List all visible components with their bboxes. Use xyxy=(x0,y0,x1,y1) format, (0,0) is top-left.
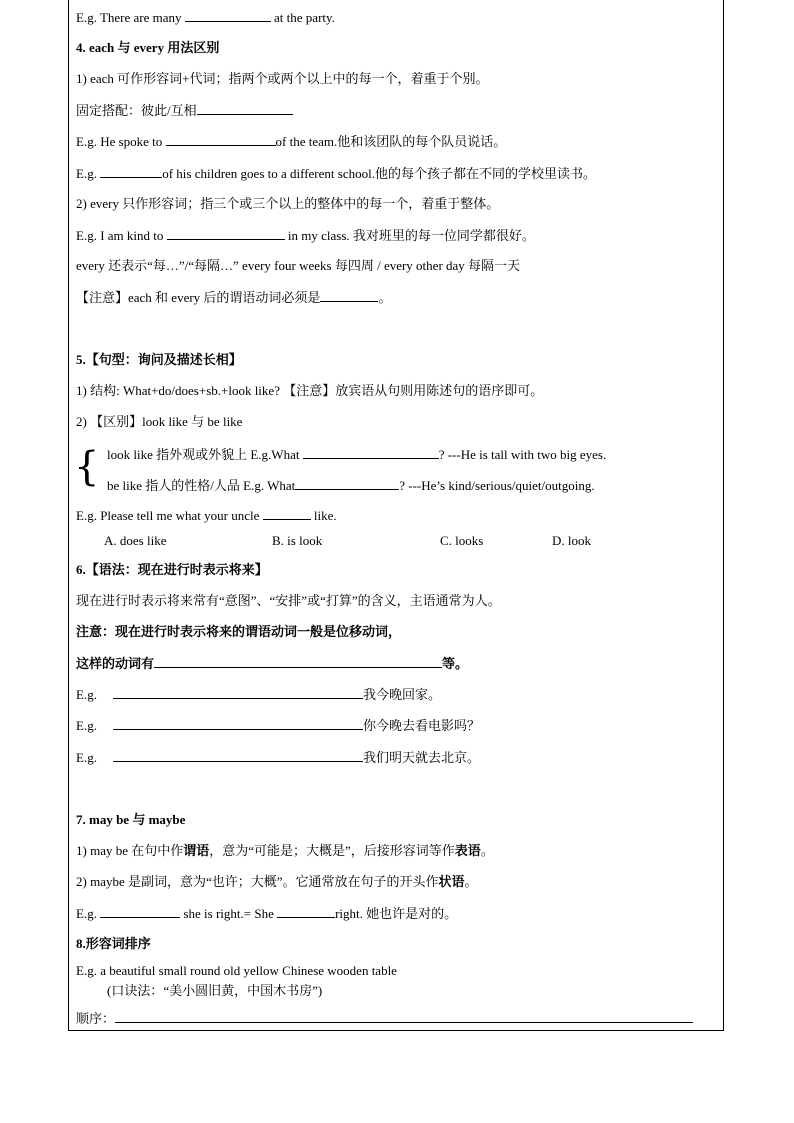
section-7-title: 7. may be 与 maybe xyxy=(76,812,186,827)
section-6-title: 6.【语法：现在进行时表示将来】 xyxy=(76,562,268,577)
answer-blank[interactable] xyxy=(154,655,442,668)
answer-blank[interactable] xyxy=(113,686,363,699)
answer-blank[interactable] xyxy=(197,102,293,115)
adjective-order-example: E.g. a beautiful small round old yellow Chinese wooden table xyxy=(76,963,397,978)
section-6-note: 注意：现在进行时表示将来的谓语动词一般是位移动词， xyxy=(76,624,402,639)
brace-symbol: { xyxy=(74,444,100,490)
example-line: E.g. I am kind to in my class. 我对班里的每一位同学都很好。 xyxy=(76,228,535,243)
answer-blank[interactable] xyxy=(166,133,276,146)
example-line: E.g. 我今晚回家。 xyxy=(76,687,441,702)
answer-blank[interactable] xyxy=(263,507,311,520)
section-7-point-2: 2) maybe 是副词，意为“也许；大概”。它通常放在句子的开头作状语。 xyxy=(76,874,478,889)
answer-blank[interactable] xyxy=(295,477,399,490)
section-4-point-3: every 还表示“每…”/“每隔…” every four weeks 每四周 / every other day 每隔一天 xyxy=(76,258,521,273)
option-d[interactable]: D. look xyxy=(552,533,591,548)
section-7-point-1: 1) may be 在句中作谓语，意为“可能是；大概是”，后接形容词等作表语。 xyxy=(76,843,494,858)
comparison-row: be like 指人的性格/人品 E.g. What ? ---He’s kind/serious/quiet/outgoing. xyxy=(107,478,595,493)
example-line: E.g. 我们明天就去北京。 xyxy=(76,750,480,765)
option-b[interactable]: B. is look xyxy=(272,533,323,548)
section-5-title: 5.【句型：询问及描述长相】 xyxy=(76,352,242,367)
answer-blank[interactable] xyxy=(100,165,162,178)
answer-blank[interactable] xyxy=(320,289,378,302)
answer-blank[interactable] xyxy=(167,227,285,240)
order-line: 顺序： xyxy=(76,1010,693,1027)
answer-blank[interactable] xyxy=(303,446,439,459)
section-6-verbs: 这样的动词有 等。 xyxy=(76,656,469,671)
example-line: E.g. There are many at the party. xyxy=(76,10,335,25)
section-5-point-1: 1) 结构: What+do/does+sb.+look like? 【注意】放宾语从句则用陈述句的语序即可。 xyxy=(76,383,544,398)
section-5-point-2: 2) 【区别】look like 与 be like xyxy=(76,414,243,429)
answer-blank[interactable] xyxy=(115,1010,693,1023)
answer-blank[interactable] xyxy=(185,9,271,22)
option-a[interactable]: A. does like xyxy=(104,533,167,548)
mnemonic: (口诀法：“美小圆旧黄，中国木书房”) xyxy=(107,983,323,998)
section-4-point-2: 2) every 只作形容词；指三个或三个以上的整体中的每一个，着重于整体。 xyxy=(76,196,500,211)
example-line: E.g. she is right.= She right. 她也许是对的。 xyxy=(76,906,458,921)
comparison-row: look like 指外观或外貌上 E.g.What ? ---He is tall with two big eyes. xyxy=(107,447,607,462)
section-6-point-1: 现在进行时表示将来常有“意图”、“安排”或“打算”的含义，主语通常为人。 xyxy=(76,593,501,608)
example-line: E.g. of his children goes to a different school.他的每个孩子都在不同的学校里读书。 xyxy=(76,166,596,181)
option-c[interactable]: C. looks xyxy=(440,533,484,548)
example-line: E.g. Please tell me what your uncle like. xyxy=(76,508,337,523)
example-line: E.g. 你今晚去看电影吗？ xyxy=(76,718,480,733)
answer-blank[interactable] xyxy=(113,749,363,762)
answer-blank[interactable] xyxy=(277,905,335,918)
section-4-point-1: 1) each 可作形容词+代词；指两个或两个以上中的每一个，着重于个别。 xyxy=(76,71,489,86)
answer-blank[interactable] xyxy=(113,717,363,730)
fixed-collocation: 固定搭配：彼此/互相 xyxy=(76,102,293,119)
section-4-title: 4. each 与 every 用法区别 xyxy=(76,40,220,55)
example-line: E.g. He spoke to of the team.他和该团队的每个队员说话。 xyxy=(76,134,507,149)
note-line: 【注意】each 和 every 后的谓语动词必须是 。 xyxy=(76,290,392,305)
section-8-title: 8.形容词排序 xyxy=(76,936,151,951)
answer-blank[interactable] xyxy=(100,905,180,918)
